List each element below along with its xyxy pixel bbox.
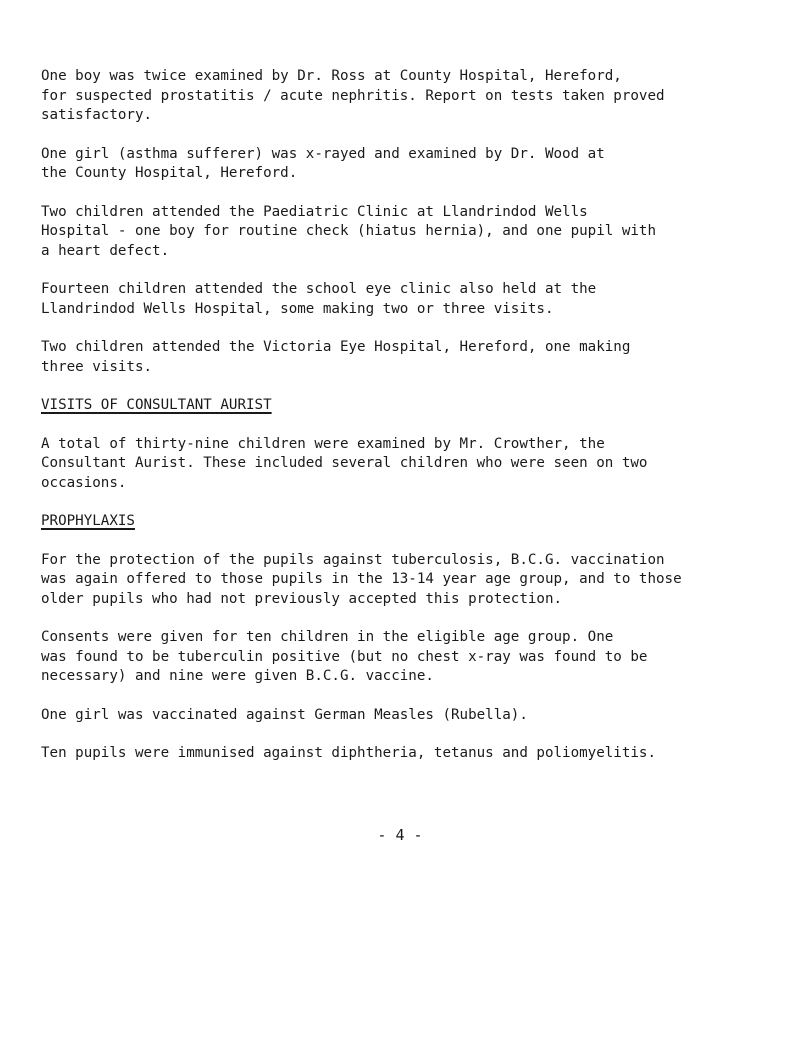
paragraph-aurist: A total of thirty-nine children were examined by Mr. Crowther, the Consultant Aurist. These included several children who were seen on two occasions. (41, 435, 648, 491)
paragraph-asthma: One girl (asthma sufferer) was x-rayed and examined by Dr. Wood at the County Hospital, Hereford. (41, 145, 605, 181)
paragraph-paediatric-clinic: Two children attended the Paediatric Clinic at Llandrindod Wells Hospital - one boy for routine check (hiatus hernia), and one pupil with a heart defect. (41, 203, 656, 259)
heading-prophylaxis: PROPHYLAXIS (41, 513, 135, 529)
paragraph-bcg-offer: For the protection of the pupils against tuberculosis, B.C.G. vaccination was again offered to those pupils in the 13-14 year age group, and to those older pupils who had not previously accepted this protection. (41, 551, 682, 607)
page-number: - 4 - (377, 826, 423, 844)
paragraph-consents: Consents were given for ten children in the eligible age group. One was found to be tuberculin positive (but no chest x-ray was found to be necessary) and nine were given B.C.G. vaccine. (41, 629, 648, 684)
paragraph-immunisation: Ten pupils were immunised against diphtheria, tetanus and poliomyelitis. (41, 745, 656, 761)
paragraph-eye-clinic: Fourteen children attended the school eye clinic also held at the Llandrindod Wells Hospital, some making two or three visits. (41, 281, 597, 317)
heading-consultant-aurist: VISITS OF CONSULTANT AURIST (41, 397, 272, 413)
paragraph-victoria-eye-hospital: Two children attended the Victoria Eye Hospital, Hereford, one making three visits. (41, 339, 631, 375)
paragraph-prostatitis: One boy was twice examined by Dr. Ross at County Hospital, Hereford, for suspected prostatitis / acute nephritis. Report on tests taken proved satisfactory. (41, 68, 665, 123)
paragraph-rubella: One girl was vaccinated against German Measles (Rubella). (41, 706, 528, 723)
